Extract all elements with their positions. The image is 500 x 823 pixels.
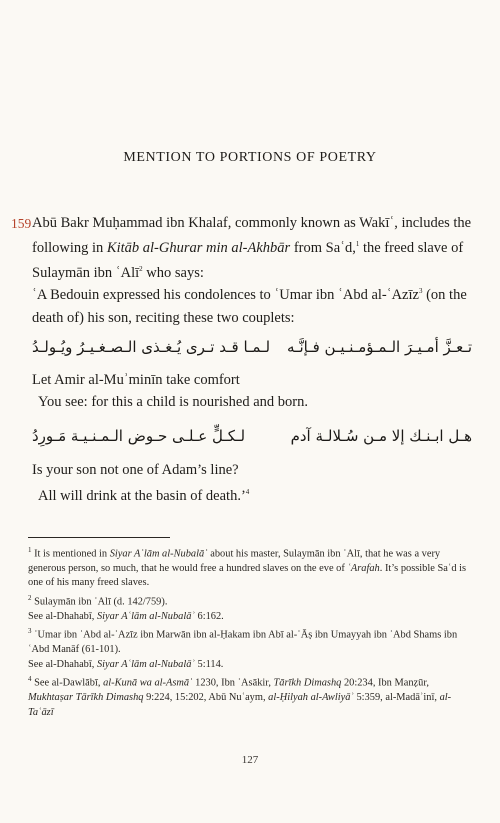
footnote-1 <box>28 543 474 591</box>
arabic-hemistich-right: تـعـزَّ أمـيـرَ الـمـؤمـنـيـن فـإنَّـه <box>287 338 472 356</box>
footnote-title: al-Ḥilyah al-Awliyāʾ <box>268 692 354 704</box>
footnote-title: Siyar Aʿlām al-Nubalāʾ <box>96 658 195 670</box>
arabic-hemistich-left: لـكـلٍّ عـلـى حـوض الـمـنـيـة مَـورِدُ <box>32 427 246 445</box>
verse-translation-1 <box>32 369 472 413</box>
footnote-title: Tārīkh Dimashq <box>273 677 342 689</box>
arabic-couplet-2 <box>32 423 472 449</box>
quote-intro-text-1: ʿA Bedouin expressed his condolences to ʿUmar ibn ʿAbd al-ʿAzīz <box>32 286 419 303</box>
footnote-text: See al-Dhahabī, <box>28 610 97 622</box>
footnote-text: 20:234, Ibn Manẓūr, <box>341 677 429 689</box>
arabic-hemistich-left: لـمـا قـد تـرى يُـغـذى الـصـغـيـرُ ويُـولـدُ <box>32 338 271 356</box>
footnote-text: See al-Dhahabī, <box>28 658 97 670</box>
footnote-title: Siyar Aʿlām al-Nubalāʾ <box>109 548 208 560</box>
footnote-text: 5:359, al-Madāʾinī, <box>353 692 440 704</box>
verse-translation-2 <box>32 459 472 507</box>
footnote-text: Sulaymān ibn ʿAlī (d. 142/759). <box>31 596 168 608</box>
verse-line: You see: for this a child is nourished and born. <box>38 394 308 410</box>
section-heading: MENTION TO PORTIONS OF POETRY <box>123 150 377 165</box>
footnote-title: Mukhtaṣar Tārīkh Dimashq <box>28 692 144 704</box>
footnotes <box>28 543 474 720</box>
footnote-ref-4[interactable]: 4 <box>245 488 250 496</box>
verse-line-text: All will drink at the basin of death.’ <box>38 487 246 504</box>
footnote-ref-3[interactable]: 3 <box>418 287 423 295</box>
footnote-3 <box>28 624 474 672</box>
verse-line: Let Amir al-Muʾminīn take comfort <box>32 372 240 388</box>
paragraph-text-4: who says: <box>142 264 204 281</box>
footnote-ref-2[interactable]: 2 <box>139 264 143 273</box>
book-title: Kitāb al-Ghurar min al-Akhbār <box>106 239 291 256</box>
footnote-number: 1 <box>28 546 32 554</box>
footnote-title: al-Kunā wa al-Asmāʾ <box>103 677 193 689</box>
footnote-number: 3 <box>28 627 32 636</box>
footnote-text: 9:224, 15:202, Abū Nuʿaym, <box>143 692 269 704</box>
page-number: 127 <box>241 754 259 766</box>
footnote-number: 4 <box>28 675 32 684</box>
footnote-text: 6:162. <box>194 610 224 622</box>
arabic-hemistich-right: هـل ابـنـك إلا مـن سُـلالـة آدم <box>290 427 472 445</box>
footnote-text: See al-Dawlābī, <box>31 677 104 689</box>
quote-intro <box>32 280 472 330</box>
footnote-text: . It’s possible Saʿd is one of his many freed slaves. <box>28 562 467 589</box>
footnote-4 <box>28 672 474 720</box>
footnote-divider <box>28 537 170 538</box>
paragraph-159 <box>11 213 472 284</box>
arabic-couplet-1 <box>32 334 472 360</box>
paragraph-text-2: from Saʿd, <box>290 239 356 256</box>
footnote-text: 5:114. <box>194 658 224 670</box>
footnote-ref-1[interactable]: 1 <box>355 240 360 248</box>
paragraph-number: 159 <box>11 216 32 231</box>
footnote-2 <box>28 591 474 624</box>
verse-line: Is your son not one of Adam’s line? <box>32 462 239 478</box>
paragraph-text-3: the freed slave of Sulaymān ibn ʿAlī <box>32 239 464 281</box>
footnote-title: al-Taʿāzī <box>28 692 452 718</box>
paragraph-text-1: Abū Bakr Muḥammad ibn Khalaf, commonly known as Wakīʿ, includes the following in <box>32 215 472 256</box>
footnote-text: about his master, Sulaymān ibn ʿAlī, that he was a very generous person, so much, that he would free a hundred slaves on the eve of <box>28 548 441 574</box>
footnote-number: 2 <box>28 593 32 602</box>
footnote-text: 1230, Ibn ʿAsākir, <box>192 677 274 689</box>
footnote-text: ʿUmar ibn ʿAbd al-ʿAzīz ibn Marwān ibn al-Ḥakam ibn Abī al-ʿĀṣ ibn Umayyah ibn ʿAbd Shams ibn ʿAbd Manāf (61-101). <box>28 629 458 656</box>
footnote-title: ʿArafah <box>347 562 380 574</box>
footnote-title: Siyar Aʿlām al-Nubalāʾ <box>96 610 195 622</box>
quote-intro-text-2: (on the death of) his son, reciting these two couplets: <box>32 286 467 326</box>
footnote-text: It is mentioned in <box>31 548 110 560</box>
verse-line <box>32 481 472 507</box>
